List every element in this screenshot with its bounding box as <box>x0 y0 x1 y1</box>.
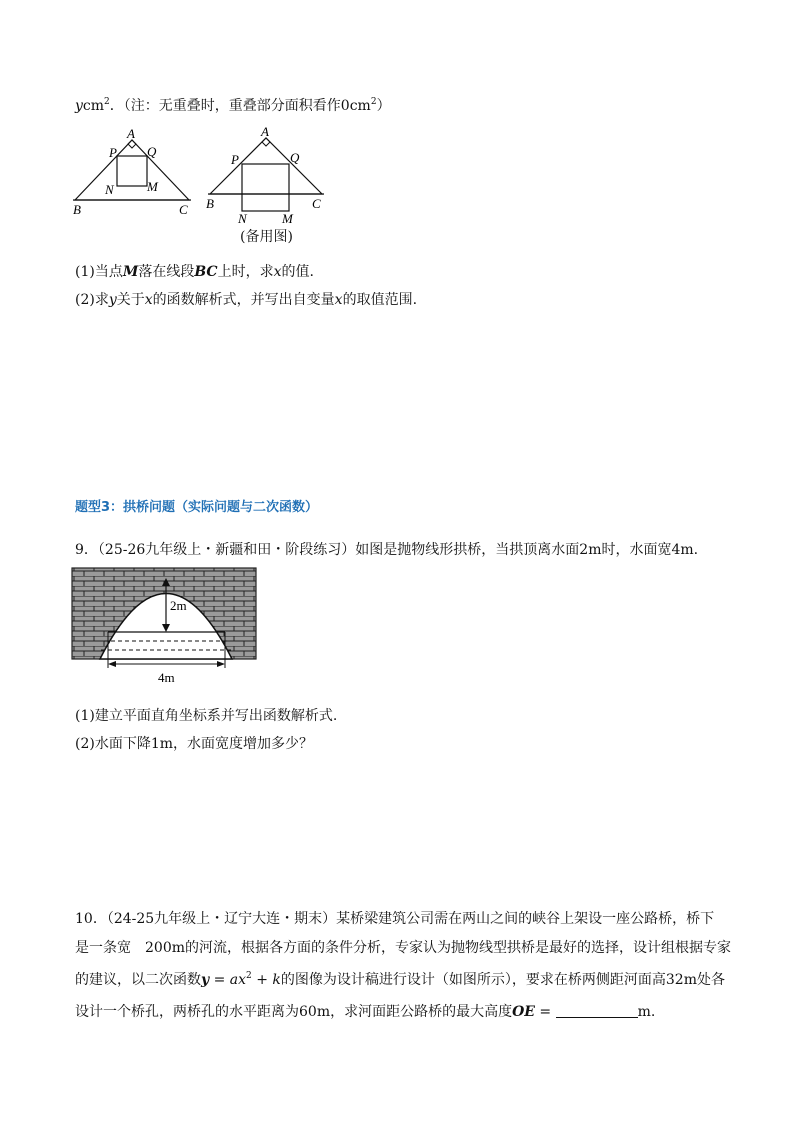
unit-square: 2 <box>104 97 110 107</box>
var-x: x <box>273 264 282 280</box>
height-label: 2m <box>170 598 187 613</box>
label-n: N <box>105 182 114 197</box>
q10-l2-unit: m <box>171 940 186 956</box>
q9-p2-post: ，水面宽度增加多少？ <box>173 736 314 752</box>
var-y: y <box>75 98 83 114</box>
q10-l4-unit: m <box>316 1004 331 1020</box>
top-note <box>75 96 391 116</box>
q10-l2-post: 的河流，根据各方面的条件分析，专家认为抛物线型拱桥是最好的选择，设计组根据专家 <box>185 940 732 956</box>
q10-l3-post: 的图像为设计稿进行设计（如图所示），要求在桥两侧距河面高32m处各 <box>280 972 725 988</box>
q8-p2-mid: 关于 <box>116 292 145 308</box>
right-angle-mark <box>262 138 270 146</box>
q10-l4-post: m. <box>637 1004 656 1020</box>
q8-p2-post: 的取值范围. <box>342 292 418 308</box>
q8-part-2 <box>75 290 417 310</box>
label-c: C <box>179 202 188 217</box>
segment-bc-text: BC <box>194 264 218 280</box>
label-p: P <box>109 145 117 160</box>
q8-p1-mid: 落在线段 <box>138 264 195 280</box>
label-m: M <box>282 211 293 224</box>
q9-part-1: (1)建立平面直角坐标系并写出函数解析式. <box>75 708 338 724</box>
var-y: y <box>108 292 117 308</box>
q9-width-value: 4 <box>671 542 681 558</box>
note-close: ） <box>376 98 391 114</box>
segment-oe: OE <box>512 1004 535 1020</box>
triangle-abc <box>75 140 189 200</box>
figure-caption: (备用图) <box>240 229 293 245</box>
q9-stem-mid: 时，水面宽 <box>601 542 672 558</box>
q10-line-3 <box>75 970 725 990</box>
q10-l4-eq: = <box>534 1004 556 1020</box>
label-a: A <box>127 128 135 141</box>
q10-l2-pre: 是一条宽 200 <box>75 940 172 956</box>
unit-cm2: cm <box>349 98 371 114</box>
note-text: ．（注：无重叠时，重叠部分面积看作 <box>109 98 341 114</box>
formula-eq: = <box>209 972 230 988</box>
q8-p2-pre: (2)求 <box>75 292 109 308</box>
formula-y: y <box>201 972 210 988</box>
unit-cm: cm <box>82 98 105 114</box>
formula-square: 2 <box>246 971 252 981</box>
label-p: P <box>231 152 239 167</box>
var-x: x <box>144 292 153 308</box>
arrow-head-right <box>217 661 225 667</box>
var-x-2: x <box>334 292 343 308</box>
square-pqmn <box>242 164 289 211</box>
q10-l4-pre: 设计一个桥孔，两桥孔的水平距离为60 <box>75 1004 317 1020</box>
right-angle-mark <box>128 140 136 148</box>
q9-height-value: 2 <box>579 542 589 558</box>
q9-part-2 <box>75 734 313 754</box>
formula-x: x <box>238 972 247 988</box>
q8-p2-mid2: 的函数解析式，并写出自变量 <box>152 292 335 308</box>
q9-width-unit: m <box>680 542 694 558</box>
formula-plus: + <box>251 972 273 988</box>
label-q: Q <box>147 144 157 159</box>
formula-a: a <box>229 972 239 988</box>
label-b: B <box>206 196 214 211</box>
q10-l4-mid: ，求河面距公路桥的最大高度 <box>330 1004 513 1020</box>
label-a: A <box>261 124 269 139</box>
q8-p1-pre: (1)当点 <box>75 264 123 280</box>
point-m: M <box>122 264 139 280</box>
figure-arch-bridge <box>70 566 260 688</box>
q10-l3-pre: 的建议，以二次函数 <box>75 972 201 988</box>
q9-p2-pre: (2)水面下降 <box>75 736 151 752</box>
q10-line-2 <box>75 938 731 958</box>
section-heading: 题型3：拱桥问题（实际问题与二次函数） <box>75 500 319 515</box>
q9-drop-value: 1 <box>150 736 160 752</box>
label-q: Q <box>290 150 300 165</box>
label-b: B <box>73 202 81 217</box>
label-c: C <box>312 196 321 211</box>
q9-height-unit: m <box>588 542 602 558</box>
q9-stem-post: . <box>693 542 699 558</box>
q8-p1-mid2: 上时，求 <box>217 264 274 280</box>
q8-p1-post: 的值. <box>281 264 314 280</box>
formula-k: k <box>272 972 281 988</box>
q10-line-4 <box>75 1002 655 1022</box>
q9-stem <box>75 540 698 560</box>
arrow-head-left <box>108 661 116 667</box>
label-m: M <box>147 179 158 194</box>
answer-blank[interactable] <box>556 1003 638 1018</box>
figure-triangle-2 <box>198 124 333 224</box>
square-pqmn <box>117 156 147 186</box>
zero-value: 0 <box>340 98 350 114</box>
width-label: 4m <box>158 670 175 685</box>
figure-triangle-1 <box>65 128 205 218</box>
q10-line-1: 10．（24-25九年级上・辽宁大连・期末）某桥梁建筑公司需在两山之间的峡谷上架设一座公路桥，桥下 <box>75 911 715 927</box>
q9-drop-unit: m <box>159 736 174 752</box>
q9-stem-pre: 9．（25-26九年级上・新疆和田・阶段练习）如图是抛物线形拱桥，当拱顶离水面 <box>75 542 580 558</box>
q8-part-1 <box>75 262 314 282</box>
label-n: N <box>238 211 247 224</box>
unit-square-2: 2 <box>370 97 377 107</box>
